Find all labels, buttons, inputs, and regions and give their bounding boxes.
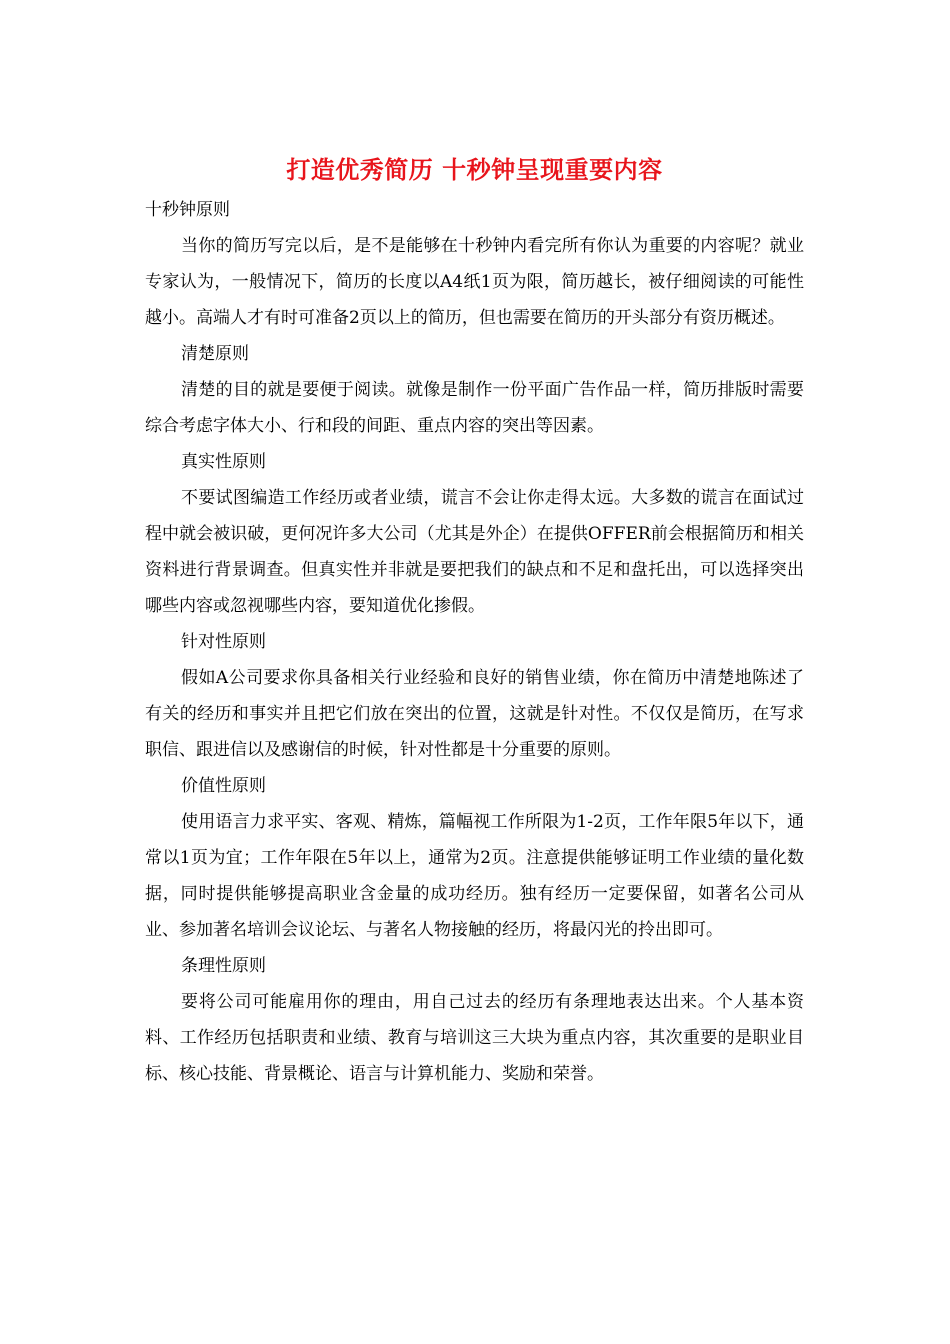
section-organization [145,948,804,1092]
section-paragraph: 清楚的目的就是要便于阅读。就像是制作一份平面广告作品一样，简历排版时需要综合考虑字体大小、行和段的间距、重点内容的突出等因素。 [145,380,804,436]
section-paragraph: 不要试图编造工作经历或者业绩，谎言不会让你走得太远。大多数的谎言在面试过程中就会被识破，更何况许多大公司（尤其是外企）在提供OFFER前会根据简历和相关资料进行背景调查。但真实性并非就是要把我们的缺点和不足和盘托出，可以选择突出哪些内容或忽视哪些内容，要知道优化掺假。 [145,488,804,616]
section-paragraph: 当你的简历写完以后，是不是能够在十秒钟内看完所有你认为重要的内容呢？就业专家认为，一般情况下，简历的长度以A4纸1页为限，简历越长，被仔细阅读的可能性越小。高端人才有时可准备2页以上的简历，但也需要在简历的开头部分有资历概述。 [145,236,804,328]
section-truthfulness [145,444,804,624]
section-paragraph: 假如A公司要求你具备相关行业经验和良好的销售业绩，你在简历中清楚地陈述了有关的经历和事实并且把它们放在突出的位置，这就是针对性。不仅仅是简历，在写求职信、跟进信以及感谢信的时候，针对性都是十分重要的原则。 [145,668,804,760]
section-value [145,768,804,948]
section-heading: 真实性原则 [181,452,266,472]
section-clarity [145,336,804,444]
section-ten-seconds [145,192,804,336]
section-heading: 价值性原则 [181,776,266,796]
section-paragraph: 使用语言力求平实、客观、精炼，篇幅视工作所限为1-2页，工作年限5年以下，通常以1页为宜；工作年限在5年以上，通常为2页。注意提供能够证明工作业绩的量化数据，同时提供能够提高职业含金量的成功经历。独有经历一定要保留，如著名公司从业、参加著名培训会议论坛、与著名人物接触的经历，将最闪光的拎出即可。 [145,812,804,940]
section-paragraph: 要将公司可能雇用你的理由，用自己过去的经历有条理地表达出来。个人基本资料、工作经历包括职责和业绩、教育与培训这三大块为重点内容，其次重要的是职业目标、核心技能、背景概论、语言与计算机能力、奖励和荣誉。 [145,992,804,1084]
section-heading: 条理性原则 [181,956,266,976]
section-relevance [145,624,804,768]
section-heading: 针对性原则 [181,632,266,652]
document-title: 打造优秀简历 十秒钟呈现重要内容 [286,155,663,184]
section-heading: 清楚原则 [181,344,249,364]
section-heading: 十秒钟原则 [145,200,230,220]
